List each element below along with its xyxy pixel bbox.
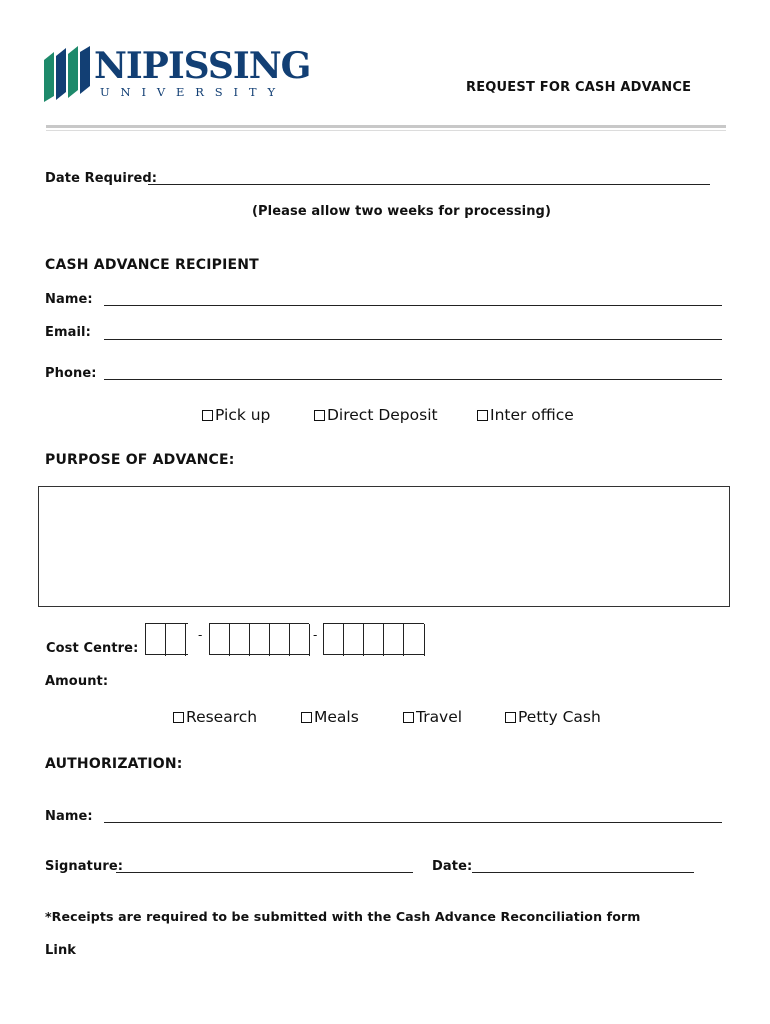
cost-centre-digit[interactable] — [210, 624, 230, 656]
authorizer-name-field[interactable] — [104, 822, 722, 823]
cost-centre-group-3[interactable] — [323, 623, 424, 655]
checkbox-inter-office[interactable] — [477, 410, 488, 421]
university-logo — [44, 44, 324, 104]
category-travel-label: Travel — [416, 708, 463, 726]
checkbox-petty-cash[interactable] — [505, 712, 516, 723]
cost-centre-digit[interactable] — [324, 624, 344, 656]
cost-centre-digit[interactable] — [364, 624, 384, 656]
cost-centre-digit[interactable] — [166, 624, 186, 656]
option-direct-deposit-label: Direct Deposit — [327, 406, 438, 424]
recipient-phone-field[interactable] — [104, 379, 722, 380]
recipient-heading: CASH ADVANCE RECIPIENT — [45, 257, 259, 273]
option-pick-up-label: Pick up — [215, 406, 271, 424]
auth-date-label: Date: — [432, 859, 473, 874]
cost-centre-digit[interactable] — [404, 624, 425, 656]
receipts-note: *Receipts are required to be submitted with the Cash Advance Reconciliation form — [45, 909, 641, 924]
option-inter-office[interactable] — [477, 406, 574, 424]
recipient-phone-label: Phone: — [45, 366, 97, 381]
cost-centre-digit[interactable] — [290, 624, 310, 656]
cost-centre-sep-2: - — [313, 628, 318, 642]
category-research-label: Research — [186, 708, 258, 726]
checkbox-pick-up[interactable] — [202, 410, 213, 421]
category-travel[interactable] — [403, 708, 462, 726]
option-inter-office-label: Inter office — [490, 406, 574, 424]
amount-label: Amount: — [45, 674, 109, 689]
logo-subtitle: U N I V E R S I T Y — [100, 85, 279, 99]
cost-centre-digit[interactable] — [270, 624, 290, 656]
checkbox-travel[interactable] — [403, 712, 414, 723]
category-petty-cash[interactable] — [505, 708, 601, 726]
cost-centre-digit[interactable] — [146, 624, 166, 656]
checkbox-research[interactable] — [173, 712, 184, 723]
cost-centre-group-1[interactable] — [145, 623, 188, 655]
header-divider-thin — [46, 130, 726, 131]
cost-centre-digit[interactable] — [344, 624, 364, 656]
date-required-field[interactable] — [148, 184, 710, 185]
processing-note: (Please allow two weeks for processing) — [252, 204, 552, 219]
option-pick-up[interactable] — [202, 406, 270, 424]
category-petty-cash-label: Petty Cash — [518, 708, 601, 726]
cost-centre-sep-1: - — [198, 628, 203, 642]
category-research[interactable] — [173, 708, 257, 726]
logo-wordmark: NIPISSING — [94, 45, 311, 87]
auth-date-field[interactable] — [472, 872, 694, 873]
reconciliation-link[interactable]: Link — [45, 943, 77, 958]
purpose-textarea[interactable] — [38, 486, 730, 607]
checkbox-meals[interactable] — [301, 712, 312, 723]
recipient-email-label: Email: — [45, 325, 91, 340]
signature-field[interactable] — [116, 872, 413, 873]
authorizer-name-label: Name: — [45, 809, 93, 824]
option-direct-deposit[interactable] — [314, 406, 438, 424]
purpose-heading: PURPOSE OF ADVANCE: — [45, 452, 235, 468]
recipient-name-label: Name: — [45, 292, 93, 307]
logo-emblem-icon — [44, 46, 90, 102]
cost-centre-digit[interactable] — [230, 624, 250, 656]
cost-centre-digit[interactable] — [250, 624, 270, 656]
cost-centre-group-2[interactable] — [209, 623, 309, 655]
cost-centre-digit[interactable] — [384, 624, 404, 656]
date-required-label: Date Required: — [45, 171, 158, 186]
checkbox-direct-deposit[interactable] — [314, 410, 325, 421]
cost-centre-label: Cost Centre: — [46, 641, 139, 656]
authorization-heading: AUTHORIZATION: — [45, 756, 183, 772]
header-divider — [46, 125, 726, 128]
category-meals[interactable] — [301, 708, 359, 726]
recipient-email-field[interactable] — [104, 339, 722, 340]
category-meals-label: Meals — [314, 708, 359, 726]
form-title: REQUEST FOR CASH ADVANCE — [466, 80, 692, 95]
recipient-name-field[interactable] — [104, 305, 722, 306]
signature-label: Signature: — [45, 859, 124, 874]
